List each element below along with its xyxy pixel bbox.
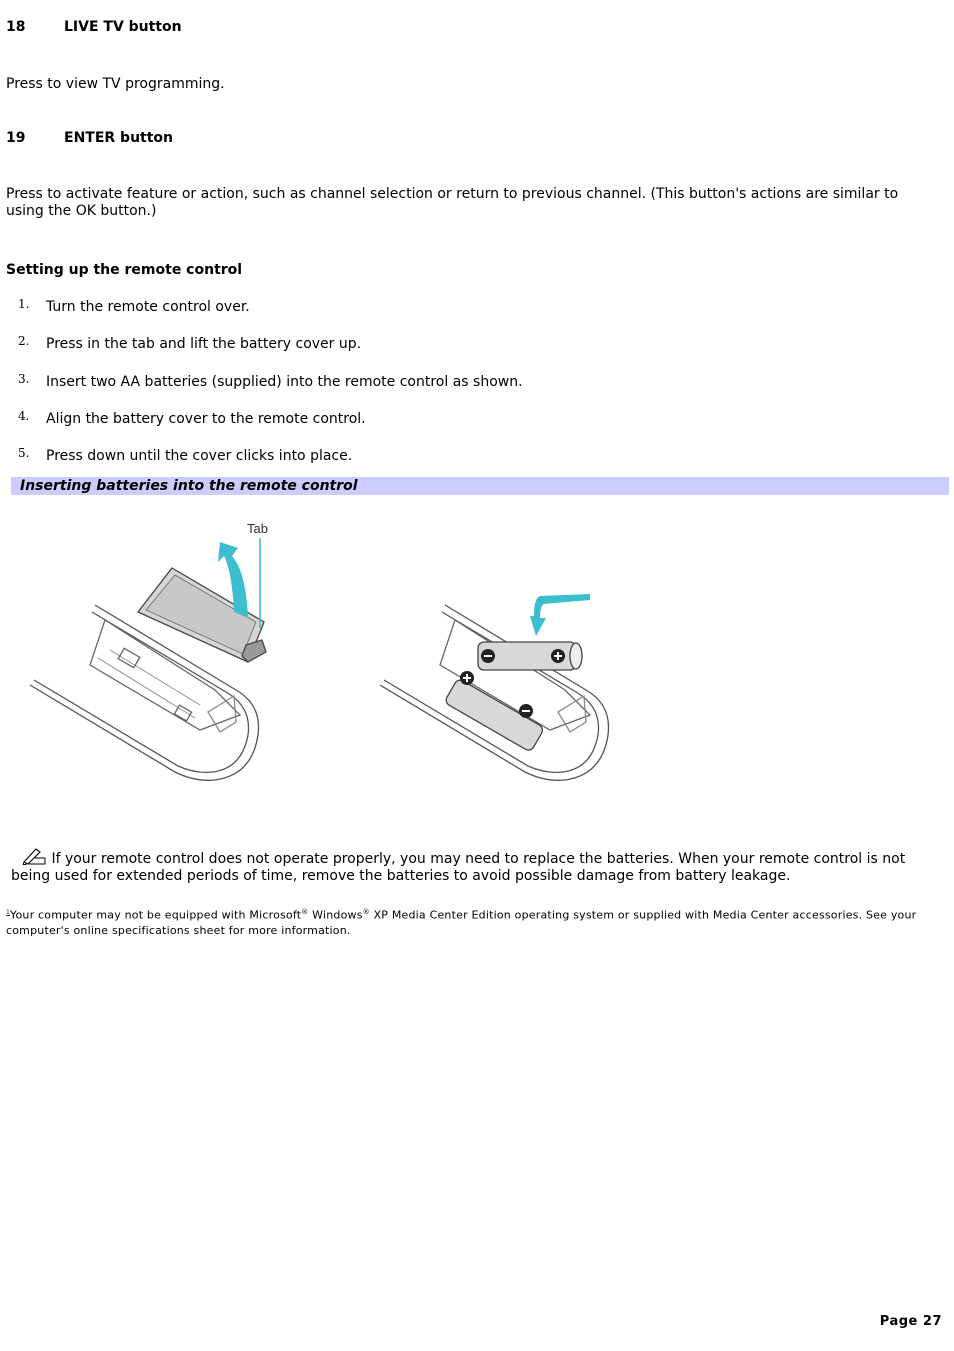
footnote (6, 905, 936, 938)
figure-caption-bar (11, 477, 949, 495)
step-number: 5. (18, 446, 30, 460)
step-number: 4. (18, 409, 30, 423)
page-number: Page 27 (879, 1314, 942, 1329)
list-item (0, 409, 940, 429)
pencil-note-icon (21, 847, 47, 865)
item-18-description: Press to view TV programming. (6, 76, 225, 92)
item-number: 19 (6, 130, 26, 146)
step-text: Align the battery cover to the remote control. (46, 411, 366, 427)
item-title: ENTER button (64, 130, 174, 146)
note-paragraph (11, 847, 946, 885)
insert-arrow-icon (530, 594, 590, 636)
note-text: If your remote control does not operate properly, you may need to replace the batteries. When your remote control is not being used for extended periods of time, remove the batteries to avoid possible damage from battery leakage. (11, 851, 906, 884)
tab-label: Tab (247, 521, 268, 536)
figure-caption: Inserting batteries into the remote control (20, 478, 358, 494)
step-number: 2. (18, 334, 30, 348)
item-19-heading (6, 130, 173, 146)
footnote-text-a: Your computer may not be equipped with Microsoft (10, 908, 302, 922)
battery-installation-illustration (0, 500, 640, 800)
step-text: Insert two AA batteries (supplied) into the remote control as shown. (46, 374, 523, 390)
step-text: Turn the remote control over. (46, 299, 250, 315)
step-number: 3. (18, 372, 30, 386)
footnote-marker[interactable]: 1 (6, 909, 11, 916)
footnote-text-c: XP Media Center Edition operating system or supplied with Media Center accessories. See your computer's online specifications sheet for more information. (6, 908, 917, 937)
item-number: 18 (6, 19, 26, 35)
list-item (0, 334, 940, 354)
list-item (0, 372, 940, 392)
step-text: Press in the tab and lift the battery cover up. (46, 336, 362, 352)
list-item (0, 446, 940, 466)
registered-mark: ® (362, 908, 370, 916)
step-number: 1. (18, 297, 30, 311)
item-19-description: Press to activate feature or action, such as channel selection or return to previous channel. (This button's actions are similar to using the OK button.) (6, 186, 899, 219)
remote-control-right (380, 605, 609, 780)
footnote-text-b: Windows (308, 908, 363, 922)
item-18-heading (6, 19, 182, 35)
step-text: Press down until the cover clicks into place. (46, 448, 353, 464)
list-item (0, 297, 940, 317)
section-heading: Setting up the remote control (6, 262, 243, 278)
item-title: LIVE TV button (64, 19, 182, 35)
registered-mark: ® (301, 908, 309, 916)
